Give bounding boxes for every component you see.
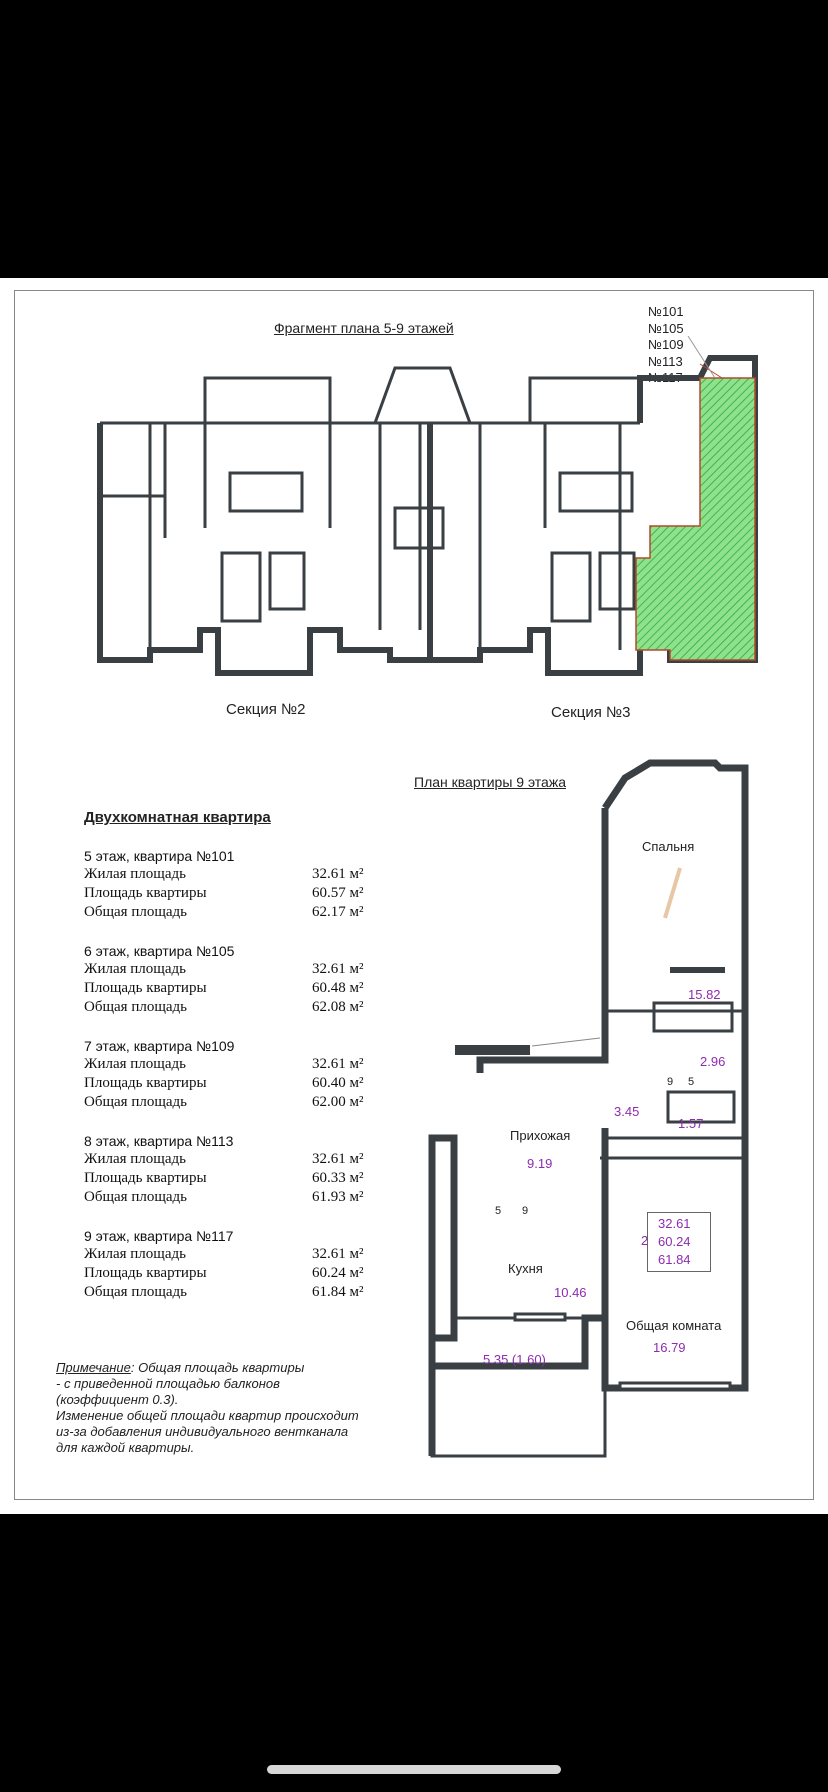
- row-label: Общая площадь: [84, 904, 188, 920]
- section-2-label: Секция №2: [226, 701, 306, 718]
- row-value: 32.61 м²: [312, 1151, 364, 1167]
- room-label-hall: Прихожая: [510, 1128, 571, 1143]
- summary-flat: 60.24: [658, 1234, 691, 1249]
- note-line: для каждой квартиры.: [56, 1440, 195, 1455]
- note-line: - с приведенной площадью балконов: [56, 1376, 280, 1391]
- row-label: Общая площадь: [84, 1094, 188, 1110]
- floor-group-header: 6 этаж, квартира №105: [84, 943, 235, 959]
- apartment-number: №105: [648, 320, 684, 336]
- room-label-living: Общая комната: [626, 1318, 722, 1333]
- floor-group-header: 7 этаж, квартира №109: [84, 1038, 235, 1054]
- apartment-title: Двухкомнатная квартира: [84, 809, 271, 826]
- row-label: Жилая площадь: [84, 961, 186, 977]
- row-value: 62.00 м²: [312, 1094, 364, 1110]
- row-value: 60.48 м²: [312, 980, 364, 996]
- row-value: 32.61 м²: [312, 1056, 364, 1072]
- note-line: : Общая площадь квартиры: [130, 1360, 305, 1375]
- row-label: Жилая площадь: [84, 1151, 186, 1167]
- area-corridor: 3.45: [614, 1104, 640, 1119]
- area-balcony: 5.35 (1.60): [483, 1352, 546, 1367]
- vent-label: 9: [667, 1076, 674, 1088]
- floor-group-header: 8 этаж, квартира №113: [84, 1133, 234, 1149]
- row-value: 60.57 м²: [312, 885, 364, 901]
- row-value: 60.33 м²: [312, 1170, 364, 1186]
- note-line: Изменение общей площади квартир происходит: [56, 1408, 359, 1423]
- row-label: Площадь квартиры: [84, 885, 207, 901]
- floor-plan-sheet: [0, 278, 828, 1514]
- row-value: 62.17 м²: [312, 904, 364, 920]
- row-value: 60.24 м²: [312, 1265, 364, 1281]
- vent-label: 9: [522, 1205, 529, 1217]
- summary-total: 61.84: [658, 1252, 691, 1267]
- summary-rooms: 2: [641, 1233, 649, 1248]
- row-value: 32.61 м²: [312, 961, 364, 977]
- floor9-caption: План квартиры 9 этажа: [414, 774, 566, 790]
- row-label: Площадь квартиры: [84, 1075, 207, 1091]
- apartment-number: №117: [648, 370, 683, 385]
- area-toilet: 1.57: [678, 1116, 704, 1131]
- row-value: 61.84 м²: [312, 1284, 364, 1300]
- floor-group-header: 9 этаж, квартира №117: [84, 1228, 234, 1244]
- section-3-label: Секция №3: [551, 704, 631, 721]
- row-label: Общая площадь: [84, 999, 188, 1015]
- area-bath: 2.96: [700, 1054, 726, 1069]
- row-value: 32.61 м²: [312, 1246, 364, 1262]
- floor-group-header: 5 этаж, квартира №101: [84, 848, 235, 864]
- row-label: Площадь квартиры: [84, 980, 207, 996]
- row-label: Общая площадь: [84, 1189, 188, 1205]
- area-kitchen: 10.46: [554, 1285, 587, 1300]
- row-label: Площадь квартиры: [84, 1170, 207, 1186]
- fragment-caption: Фрагмент плана 5-9 этажей: [274, 320, 454, 336]
- apartment-number: №113: [648, 353, 683, 369]
- apartment-number: №109: [648, 337, 684, 352]
- summary-living: 32.61: [658, 1216, 691, 1231]
- row-label: Жилая площадь: [84, 1246, 186, 1262]
- area-hall: 9.19: [527, 1156, 553, 1171]
- row-value: 60.40 м²: [312, 1075, 364, 1091]
- vent-label: 5: [495, 1205, 502, 1217]
- note-line: из-за добавления индивидуального вентканала: [56, 1424, 349, 1439]
- row-value: 61.93 м²: [312, 1189, 364, 1205]
- vent-label: 5: [688, 1076, 695, 1088]
- home-indicator[interactable]: [267, 1765, 561, 1774]
- row-label: Жилая площадь: [84, 1056, 186, 1072]
- row-value: 32.61 м²: [312, 866, 364, 882]
- row-label: Площадь квартиры: [84, 1265, 207, 1281]
- row-label: Жилая площадь: [84, 866, 186, 882]
- row-label: Общая площадь: [84, 1284, 188, 1300]
- note-line: (коэффициент 0.3).: [56, 1392, 179, 1407]
- room-label-bedroom: Спальня: [642, 839, 695, 854]
- area-bedroom: 15.82: [688, 987, 721, 1002]
- apartment-number: №101: [648, 304, 684, 319]
- area-living: 16.79: [653, 1340, 686, 1355]
- note-label: Примечание: [56, 1360, 131, 1375]
- room-label-kitchen: Кухня: [508, 1261, 543, 1276]
- row-value: 62.08 м²: [312, 999, 364, 1015]
- area-summary-box: [647, 1212, 711, 1272]
